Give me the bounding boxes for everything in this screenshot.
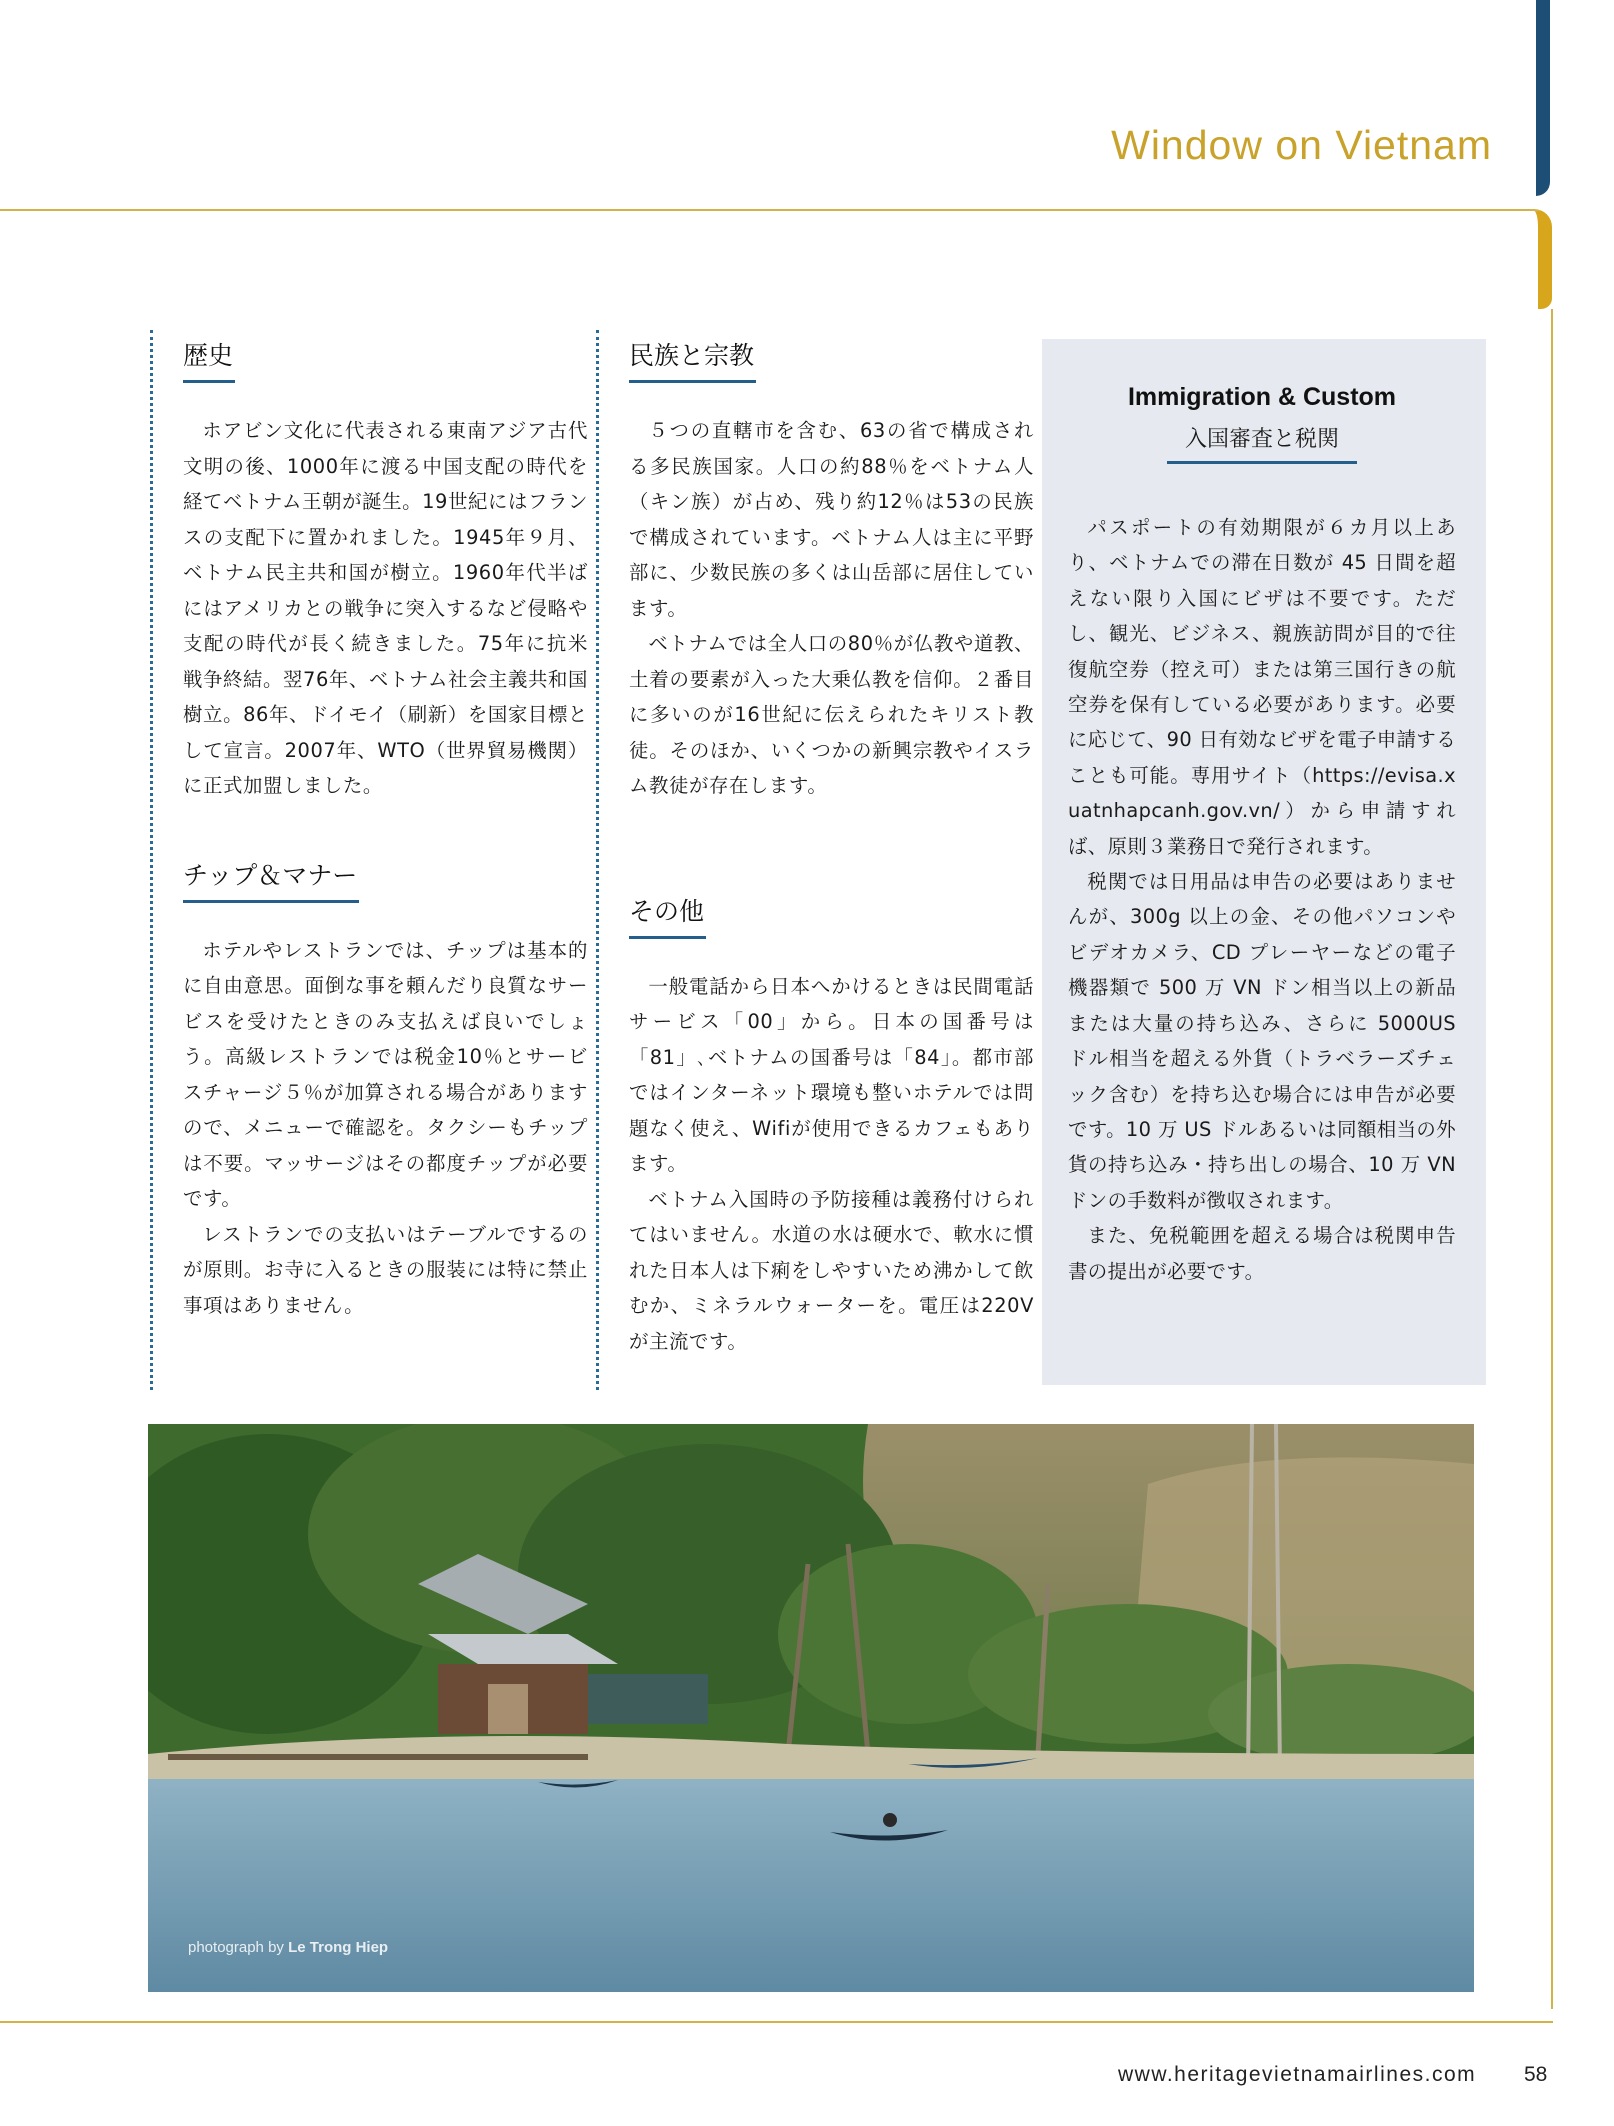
tips-section <box>153 850 593 1324</box>
river-village-photo <box>148 1424 1474 1992</box>
magazine-section-title: Window on Vietnam <box>1111 122 1492 168</box>
tips-paragraph-1: ホテルやレストランでは、チップは基本的に自由意思。面倒な事を頼んだり良質なサービスを受けたときのみ支払えば良いでしょう。高級レストランでは税金10％とサービスチャージ５％が加算される場合がありますので、メニューで確認を。タクシーもチップは不要。マッサージはその都度チップが必要です。 <box>183 938 588 1210</box>
other-heading: その他 <box>629 886 706 939</box>
immigration-sidebar <box>1042 339 1486 1385</box>
ethnicity-paragraph-2: ベトナムでは全人口の80％が仏教や道教、土着の要素が入った大乗仏教を信仰。２番目に多いのが16世紀に伝えられたキリスト教徒。そのほか、いくつかの新興宗教やイスラム教徒が存在します。 <box>629 632 1034 797</box>
header-divider <box>0 209 1534 211</box>
header-tab-blue <box>1536 0 1550 196</box>
right-border-line <box>1551 309 1553 2009</box>
other-section <box>599 886 1039 1360</box>
sidebar-title-english: Immigration & Custom <box>1127 383 1397 411</box>
tips-paragraph-2: レストランでの支払いはテーブルでするのが原則。お寺に入るときの服装には特に禁止事項はありません。 <box>183 1222 588 1317</box>
other-paragraph-1: 一般電話から日本へかけるときは民間電話サービス「00」から。日本の国番号は「81」､ベトナムの国番号は「84」。都市部ではインターネット環境も整いホテルでは問題なく使え、Wifiが使用できるカフェもあります。 <box>629 974 1034 1175</box>
other-paragraph-2: ベトナム入国時の予防接種は義務付けられてはいません。水道の水は硬水で、軟水に慣れた日本人は下痢をしやすいため沸かして飲むか、ミネラルウォーターを。電圧は220Vが主流です。 <box>629 1187 1034 1353</box>
history-heading: 歴史 <box>183 330 235 383</box>
landscape-illustration <box>148 1424 1474 1992</box>
page-number: 58 <box>1524 2063 1548 2086</box>
ethnicity-section <box>599 330 1039 804</box>
left-column <box>150 330 593 1390</box>
website-url[interactable]: www.heritagevietnamairlines.com <box>1118 2063 1477 2086</box>
middle-column <box>596 330 1039 1390</box>
history-section <box>153 330 593 804</box>
sidebar-title-japanese: 入国審査と税関 <box>1167 422 1357 464</box>
ethnicity-heading: 民族と宗教 <box>629 330 756 383</box>
photo-credit-prefix: photograph by <box>188 1939 284 1956</box>
footer-divider <box>0 2021 1553 2023</box>
photo-credit-name: Le Trong Hiep <box>288 1939 389 1956</box>
photo-credit <box>188 1939 388 1956</box>
sidebar-paragraph-1: パスポートの有効期限が６カ月以上あり、ベトナムでの滞在日数が 45 日間を超えない限り入国にビザは不要です。ただし、観光、ビジネス、親族訪問が目的で往復航空券（控え可）または第三国行きの航空券を保有している必要があります。必要に応じて、90 日有効なビザを電子申請することも可能。専用サイト（https://evisa.xuatnhapcanh.gov.vn/）から申請すれば、原則３業務日で発行されます。 <box>1068 516 1456 858</box>
sidebar-paragraph-2: 税関では日用品は申告の必要はありませんが、300g 以上の金、その他パソコンやビデオカメラ、CD プレーヤーなどの電子機器類で 500 万 VN ドン相当以上の新品または大量の持ち込み、さらに 5000US ドル相当を超える外貨（トラベラーズチェック含む）を持ち込む場合には申告が必要です。10 万 US ドルあるいは同額相当の外貨の持ち込み・持ち出しの場合、10 万 VN ドンの手数料が徴収されます。 <box>1068 870 1456 1212</box>
ethnicity-paragraph-1: ５つの直轄市を含む、63の省で構成される多民族国家。人口の約88％をベトナム人（キン族）が占め、残り約12％は53の民族で構成されています。ベトナム人は主に平野部に、少数民族の多くは山岳部に居住しています。 <box>629 419 1034 620</box>
tips-heading: チップ＆マナー <box>183 850 359 903</box>
history-text: ホアビン文化に代表される東南アジア古代文明の後、1000年に渡る中国支配の時代を経てベトナム王朝が誕生。19世紀にはフランスの支配下に置かれました。1945年９月、ベトナム民主共和国が樹立。1960年代半ばにはアメリカとの戦争に突入するなど侵略や支配の時代が長く続きました。75年に抗米戦争終結。翌76年、ベトナム社会主義共和国樹立。86年、ドイモイ（刷新）を国家目標として宣言。2007年、WTO（世界貿易機関）に正式加盟しました。 <box>183 419 588 797</box>
sidebar-paragraph-3: また、免税範囲を超える場合は税関申告書の提出が必要です。 <box>1068 1224 1456 1283</box>
header-tab-gold <box>1534 209 1552 309</box>
